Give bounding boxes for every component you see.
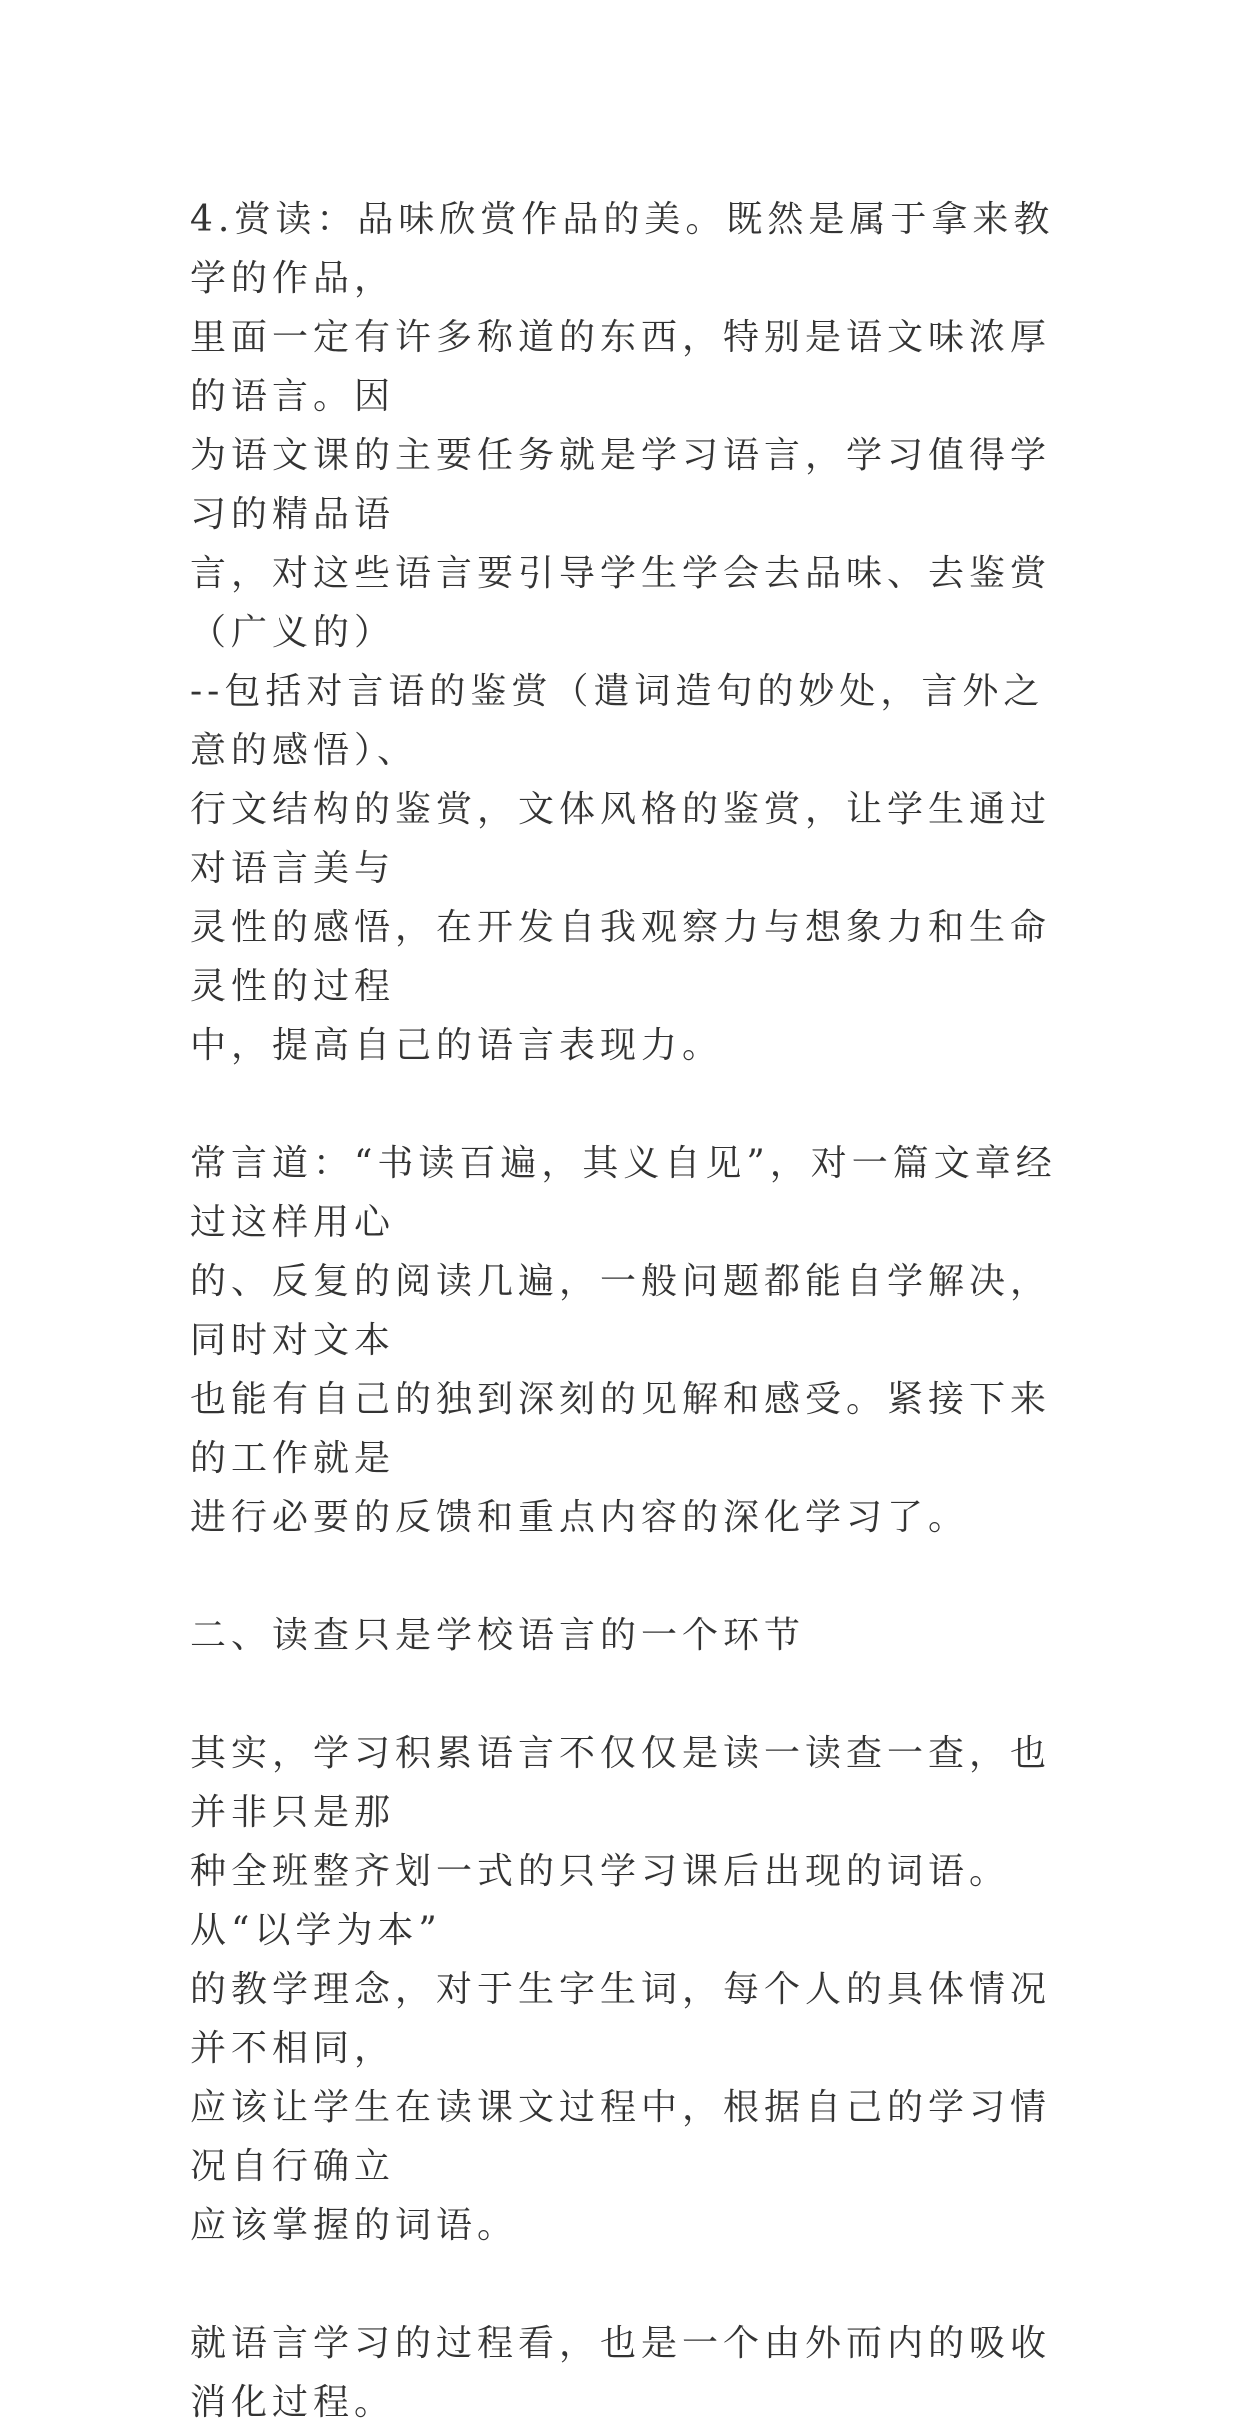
paragraph-language-process: 就语言学习的过程看，也是一个由外而内的吸收消化过程。 <box>190 2323 1052 2423</box>
section-heading: 二、读查只是学校语言的一个环节 <box>190 1615 806 1656</box>
paragraph-proverb: 常言道：“书读百遍，其义自见”，对一篇文章经过这样用心 的、反复的阅读几遍，一般问题都能自学解决，同时对文本 也能有自己的独到深刻的见解和感受。紧接下来的工作就是 进行必要的反馈和重点内容的深化学习了。 <box>190 1143 1057 1538</box>
paragraph-appreciation-reading: 4.赏读：品味欣赏作品的美。既然是属于拿来教学的作品， 里面一定有许多称道的东西，特别是语文味浓厚的语言。因 为语文课的主要任务就是学习语言，学习值得学习的精品语 言，对这些语言要引导学生学会去品味、去鉴赏（广义的） --包括对言语的鉴赏（遣词造句的妙处，言外之意的感悟）、 行文结构的鉴赏，文体风格的鉴赏，让学生通过对语言美与 灵性的感悟，在开发自我观察力与想象力和生命灵性的过程 中，提高自己的语言表现力。 <box>190 199 1055 1066</box>
paragraph-vocabulary: 其实，学习积累语言不仅仅是读一读查一查，也并非只是那 种全班整齐划一式的只学习课后出现的词语。从“以学为本” 的教学理念，对于生字生词，每个人的具体情况并不相同， 应该让学生在读课文过程中，根据自己的学习情况自行确立 应该掌握的词语。 <box>190 1733 1052 2246</box>
document-body <box>190 190 1070 2432</box>
